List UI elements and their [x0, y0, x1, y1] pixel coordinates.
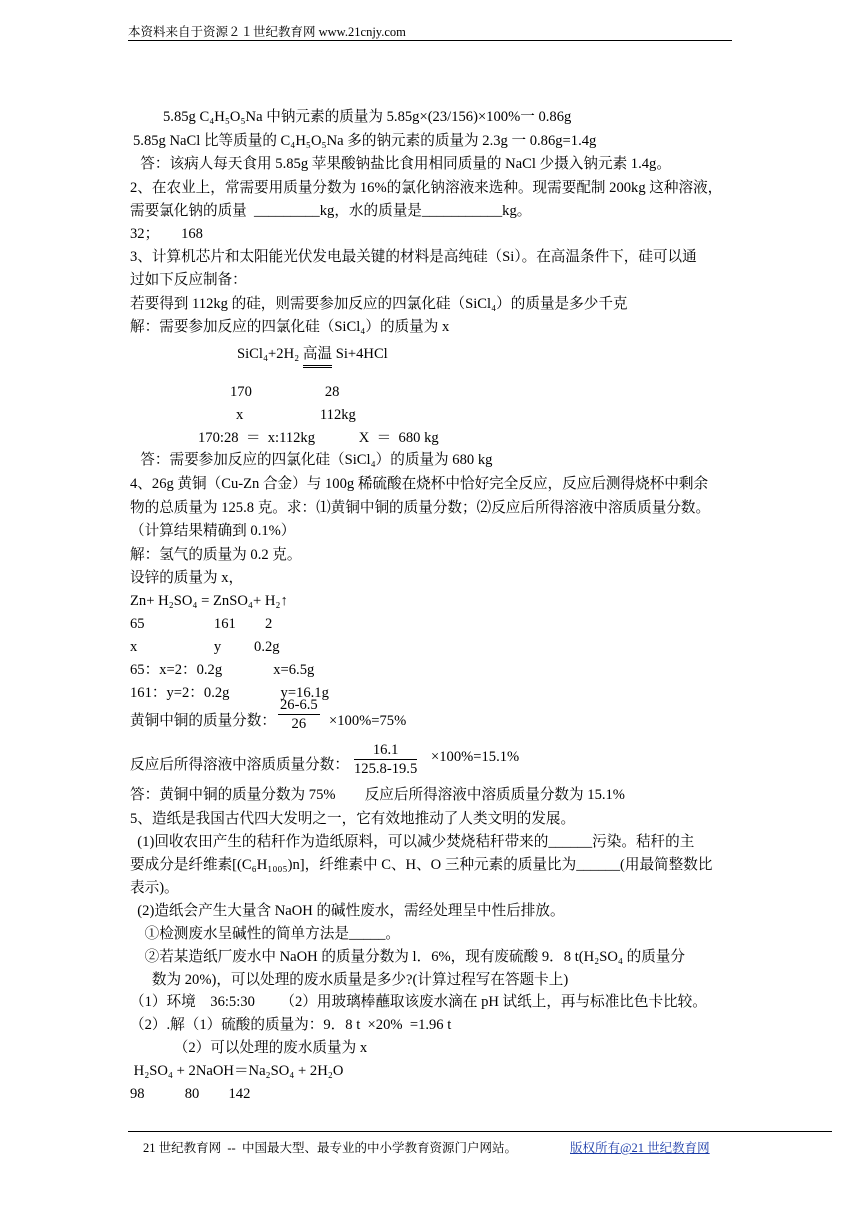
fraction	[354, 741, 417, 778]
fraction-label: 黄铜中铜的质量分数：	[130, 713, 276, 729]
text-line: H₂SO₄ + 2NaOH＝Na₂SO₄ + 2H₂O	[130, 1063, 344, 1079]
text-line: 4、26g 黄铜（Cu-Zn 合金）与 100g 稀硫酸在烧杯中恰好完全反应，反应后测得烧杯中剩余	[130, 476, 709, 492]
text-line: 170 28	[230, 384, 340, 400]
text-line: 物的总质量为 125.8 克。求：⑴黄铜中铜的质量分数；⑵反应后所得溶液中溶质质量分数。	[130, 500, 711, 516]
text-line: 5.85g NaCl 比等质量的 C₄H₅O₅Na 多的钠元素的质量为 2.3g 一 0.86g=1.4g	[133, 133, 597, 149]
fraction	[278, 696, 320, 733]
text-line: 要成分是纤维素[(C₆H₁₀₀₅)n]，纤维素中 C、H、O 三种元素的质量比为______(用最简整数比	[130, 857, 713, 873]
reaction-equation	[237, 345, 388, 363]
text-line: x y 0.2g	[130, 639, 280, 655]
text-line: 5、造纸是我国古代四大发明之一，它有效地推动了人类文明的发展。	[130, 811, 576, 827]
text-line: 解：氢气的质量为 0.2 克。	[130, 547, 302, 563]
reaction-condition: 高温	[302, 346, 333, 362]
text-line: x 112kg	[236, 407, 356, 423]
text-line: ①检测废水呈碱性的简单方法是_____。	[130, 926, 400, 942]
text-line: 161：y=2：0.2g y=16.1g	[130, 685, 329, 701]
equation-left: SiCl₄+2H₂	[237, 346, 303, 362]
text-line: 65：x=2：0.2g x=6.5g	[130, 662, 315, 678]
text-line: ②若某造纸厂废水中 NaOH 的质量分数为 l．6%，现有废硫酸 9．8 t(H₂SO₄ 的质量分	[130, 949, 685, 965]
page-footer: 21 世纪教育网 -- 中国最大型、最专业的中小学教育资源门户网站。	[143, 1141, 517, 1155]
text-line: 需要氯化钠的质量 _________kg，水的质量是___________kg。	[130, 203, 532, 219]
fraction-label: 反应后所得溶液中溶质质量分数：	[130, 757, 349, 773]
text-line: 170:28 ＝ x:112kg X ＝ 680 kg	[198, 430, 439, 446]
text-line: （计算结果精确到 0.1%）	[130, 523, 296, 539]
fraction-numerator: 26-6.5	[280, 697, 318, 713]
text-line: 答：黄铜中铜的质量分数为 75% 反应后所得溶液中溶质质量分数为 15.1%	[130, 787, 625, 803]
header-divider	[128, 40, 732, 41]
text-line: 答：需要参加反应的四氯化硅（SiCl₄）的质量为 680 kg	[133, 452, 493, 468]
text-line: 答：该病人每天食用 5.85g 苹果酸钠盐比食用相同质量的 NaCl 少摄入钠元素 1.4g。	[133, 156, 671, 172]
text-line: (2)造纸会产生大量含 NaOH 的碱性废水，需经处理呈中性后排放。	[130, 903, 565, 919]
text-line: 解：需要参加反应的四氯化硅（SiCl₄）的质量为 x	[130, 319, 450, 335]
text-line: 过如下反应制备：	[130, 272, 247, 288]
fraction-result: ×100%=75%	[329, 713, 407, 729]
text-line: 设锌的质量为 x，	[130, 570, 244, 586]
text-line: 表示)。	[130, 880, 179, 896]
fraction-numerator: 16.1	[354, 741, 417, 760]
text-line: 5.85g C₄H₅O₅Na 中钠元素的质量为 5.85g×(23/156)×100%一 0.86g	[163, 109, 572, 125]
text-line: 2、在农业上，常需要用质量分数为 16%的氯化钠溶液来选种。现需要配制 200kg 这种溶液，	[130, 180, 723, 196]
equation-right: Si+4HCl	[332, 346, 388, 362]
text-line: Zn+ H₂SO₄ = ZnSO₄+ H₂↑	[130, 593, 288, 609]
text-line: 32； 168	[130, 226, 203, 242]
text-line: 若要得到 112kg 的硅，则需要参加反应的四氯化硅（SiCl₄）的质量是多少千克	[130, 296, 628, 312]
text-line: （2）可以处理的废水质量为 x	[130, 1040, 368, 1056]
page-header: 本资料来自于资源２１世纪教育网 www.21cnjy.com	[128, 25, 406, 39]
text-line: 3、计算机芯片和太阳能光伏发电最关键的材料是高纯硅（Si）。在高温条件下，硅可以通	[130, 249, 697, 265]
fraction-denominator: 125.8-19.5	[354, 761, 418, 777]
footer-divider	[128, 1131, 832, 1132]
text-line: （2）.解（1）硫酸的质量为：9．8 t ×20% =1.96 t	[130, 1017, 452, 1033]
copyright-link[interactable]: 版权所有@21 世纪教育网	[570, 1141, 710, 1155]
text-line: (1)回收农田产生的秸秆作为造纸原料，可以减少焚烧秸秆带来的______污染。秸秆的主	[130, 834, 695, 850]
text-line: 数为 20%)，可以处理的废水质量是多少?(计算过程写在答题卡上)	[130, 972, 569, 988]
fraction-result: ×100%=15.1%	[431, 749, 520, 765]
text-line: 98 80 142	[130, 1086, 251, 1102]
text-line: 65 161 2	[130, 616, 273, 632]
text-line: （1）环境 36:5:30 （2）用玻璃棒蘸取该废水滴在 pH 试纸上，再与标准比色卡比较。	[130, 994, 707, 1010]
fraction-denominator: 26	[291, 716, 307, 732]
